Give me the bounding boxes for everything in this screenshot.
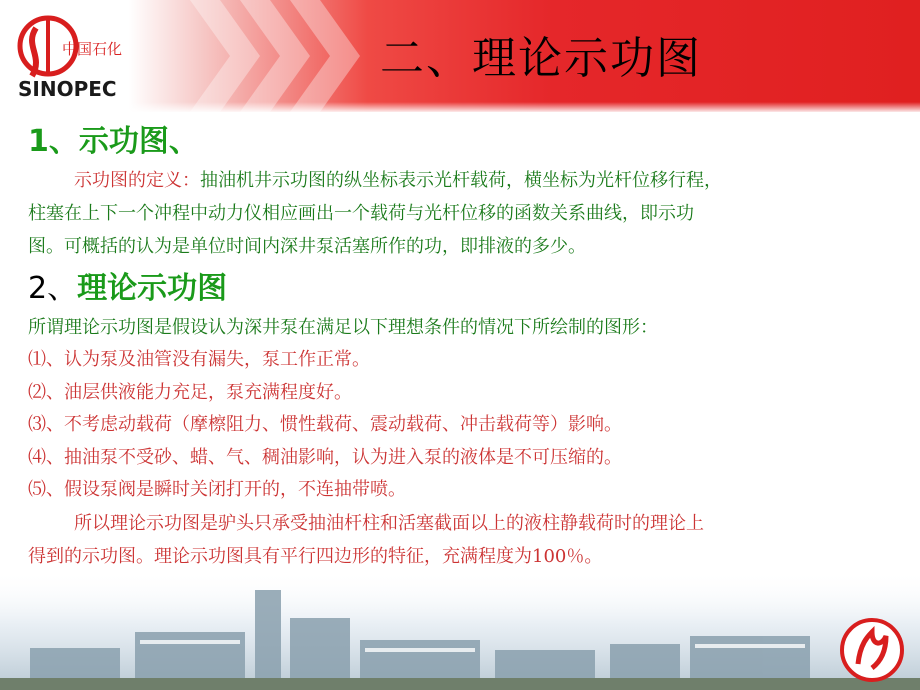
definition-label: 示功图的定义： (74, 170, 200, 191)
item-number: ⑷、 (28, 446, 64, 468)
definition-line-3: 图。可概括的认为是单位时间内深井泵活塞所作的功，即排液的多少。 (28, 236, 586, 257)
definition-text-1: 抽油机井示功图的纵坐标表示光杆载荷，横坐标为光杆位移行程， (200, 170, 722, 191)
chevron-decoration (190, 0, 390, 112)
list-item (28, 474, 908, 507)
definition-line-1 (28, 164, 908, 197)
item-number: ⑴、 (28, 349, 64, 370)
conclusion-line-2: 得到的示功图。理论示功图具有平行四边形的特征，充满程度为100％。 (28, 545, 603, 567)
section2-number: 2、 (28, 271, 78, 306)
logo-cn-text: 中国石化 (62, 40, 123, 58)
item-text: 不考虑动载荷（摩檫阻力、惯性载荷、震动载荷、冲击载荷等）影响。 (64, 414, 622, 435)
item-text: 认为泵及油管没有漏失，泵工作正常。 (64, 349, 370, 370)
list-item (28, 377, 908, 410)
item-text: 假设泵阀是瞬时关闭打开的，不连抽带喷。 (64, 479, 406, 500)
section2-intro: 所谓理论示功图是假设认为深井泵在满足以下理想条件的情况下所绘制的图形： (28, 317, 658, 338)
header-band (0, 0, 920, 112)
item-number: ⑸、 (28, 479, 64, 500)
definition-line-2: 柱塞在上下一个冲程中动力仪相应画出一个载荷与光杆位移的函数关系曲线，即示功 (28, 203, 694, 224)
sinopec-logo (14, 6, 136, 102)
item-number: ⑶、 (28, 414, 64, 435)
list-item (28, 442, 908, 475)
list-item (28, 409, 908, 442)
footer-skyline (0, 570, 920, 690)
section2-heading (28, 267, 908, 311)
section2-title: 理论示功图 (77, 271, 228, 306)
item-text: 抽油泵不受砂、蜡、气、稠油影响，认为进入泵的液体是不可压缩的。 (64, 446, 622, 468)
section1-heading: 1、示功图、 (28, 124, 199, 159)
page-title: 二、理论示功图 (380, 33, 702, 84)
footer-badge-icon (838, 616, 906, 684)
item-number: ⑵、 (28, 381, 64, 403)
item-text: 油层供液能力充足，泵充满程度好。 (64, 381, 352, 403)
conclusion-line-1: 所以理论示功图是驴头只承受抽油杆柱和活塞截面以上的液柱静载荷时的理论上 (74, 512, 704, 534)
list-item (28, 344, 908, 377)
slide-content (28, 120, 908, 573)
logo-en-text: SINOPEC (18, 77, 117, 101)
